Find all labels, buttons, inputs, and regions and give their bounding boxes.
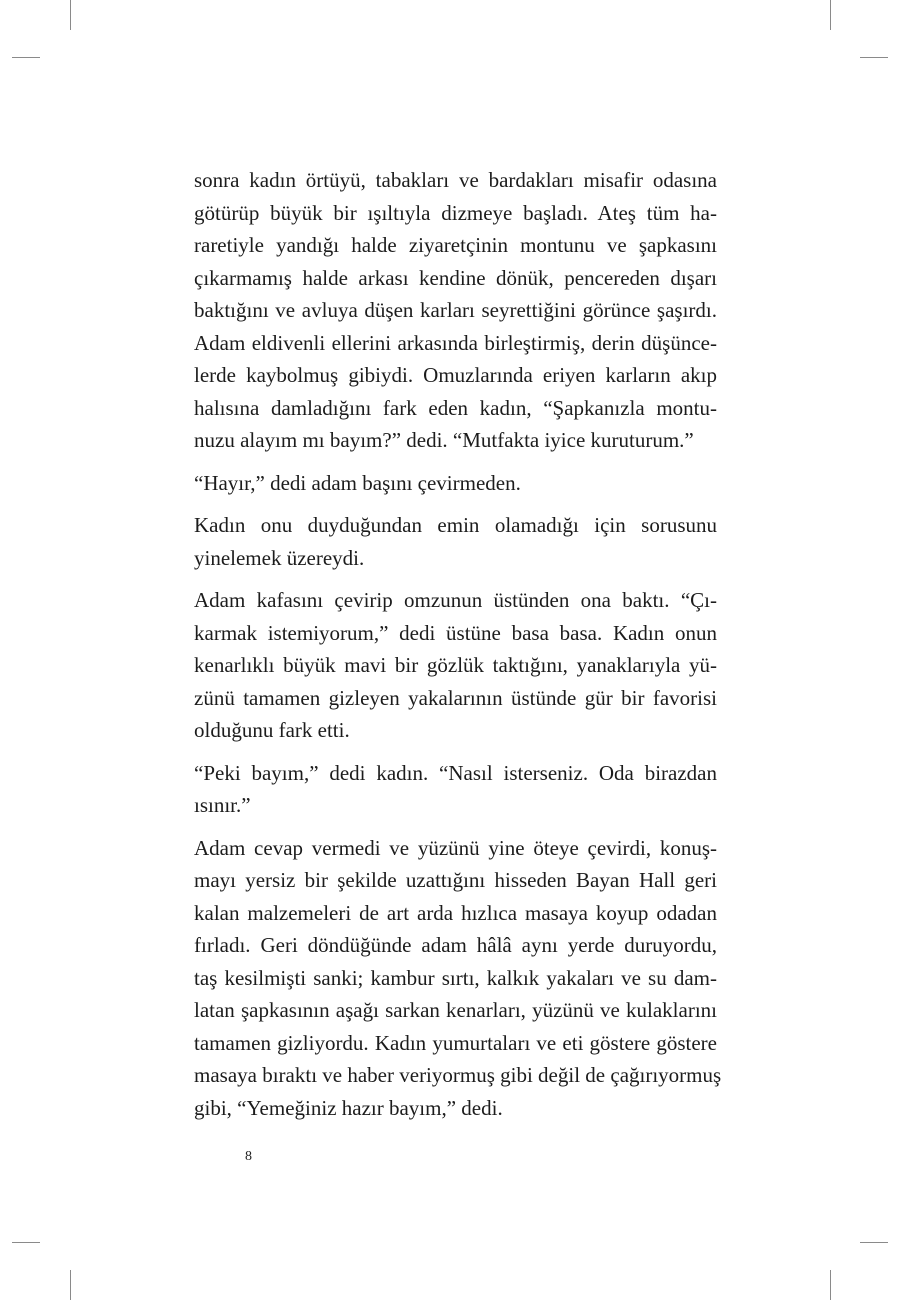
- text-line: zünü tamamen gizleyen yakalarının üstünde gür bir favorisi: [194, 685, 717, 710]
- paragraph-5: [194, 757, 717, 822]
- crop-mark-right-bottom: [860, 1242, 888, 1243]
- text-line: kalan malzemeleri de art arda hızlıca masaya koyup odadan: [194, 900, 717, 925]
- text-line: “Hayır,” dedi adam başını çevirmeden.: [194, 470, 521, 495]
- text-line: Adam cevap vermedi ve yüzünü yine öteye çevirdi, konuş-: [194, 835, 717, 860]
- text-line: fırladı. Geri döndüğünde adam hâlâ aynı yerde duruyordu,: [194, 933, 717, 957]
- text-line: “Peki bayım,” dedi kadın. “Nasıl isterseniz. Oda birazdan: [194, 760, 717, 785]
- text-line: baktığını ve avluya düşen karları seyrettiğini görünce şaşırdı.: [194, 298, 717, 322]
- text-line: götürüp büyük bir ışıltıyla dizmeye başladı. Ateş tüm ha-: [194, 200, 717, 225]
- text-line: çıkarmamış halde arkası kendine dönük, pencereden dışarı: [194, 265, 717, 290]
- text-line: Adam eldivenli ellerini arkasında birleştirmiş, derin düşünce-: [194, 330, 717, 355]
- text-line: tamamen gizliyordu. Kadın yumurtaları ve eti göstere göstere: [194, 1030, 717, 1055]
- text-line: halısına damladığını fark eden kadın, “Şapkanızla montu-: [194, 395, 717, 420]
- text-line: Kadın onu duyduğundan emin olamadığı için sorusunu: [194, 513, 717, 537]
- text-line: kenarlıklı büyük mavi bir gözlük taktığını, yanaklarıyla yü-: [194, 653, 717, 677]
- text-line: sonra kadın örtüyü, tabakları ve bardakları misafir odasına: [194, 168, 717, 192]
- text-line: karmak istemiyorum,” dedi üstüne basa basa. Kadın onun: [194, 620, 717, 645]
- text-line: Adam kafasını çevirip omzunun üstünden ona baktı. “Çı-: [194, 588, 717, 612]
- text-line: olduğunu fark etti.: [194, 718, 350, 742]
- page-number: 8: [245, 1149, 252, 1164]
- text-line: gibi, “Yemeğiniz hazır bayım,” dedi.: [194, 1095, 503, 1120]
- text-line: latan şapkasının aşağı sarkan kenarları, yüzünü ve kulaklarını: [194, 998, 717, 1022]
- paragraph-4: [194, 584, 717, 747]
- crop-mark-left-top: [12, 57, 40, 58]
- body-text: [194, 164, 722, 1134]
- crop-mark-bottom-left: [70, 1270, 71, 1300]
- crop-mark-bottom-right: [830, 1270, 831, 1300]
- crop-mark-right-top: [860, 57, 888, 58]
- text-line: yinelemek üzereydi.: [194, 545, 365, 570]
- text-line: lerde kaybolmuş gibiydi. Omuzlarında eriyen karların akıp: [194, 363, 717, 387]
- crop-mark-left-bottom: [12, 1242, 40, 1243]
- paragraph-3: [194, 509, 717, 574]
- text-line: raretiyle yandığı halde ziyaretçinin montunu ve şapkasını: [194, 233, 717, 257]
- text-line: masaya bıraktı ve haber veriyormuş gibi değil de çağırıyormuş: [194, 1063, 722, 1087]
- text-line: ısınır.”: [194, 793, 251, 817]
- paragraph-6: [194, 832, 722, 1125]
- text-line: mayı yersiz bir şekilde uzattığını hisseden Bayan Hall geri: [194, 868, 717, 892]
- text-line: nuzu alayım mı bayım?” dedi. “Mutfakta iyice kuruturum.”: [194, 428, 694, 452]
- crop-mark-top-right: [830, 0, 831, 30]
- paragraph-2: [194, 467, 717, 500]
- paragraph-1: [194, 164, 717, 457]
- text-line: taş kesilmişti sanki; kambur sırtı, kalkık yakaları ve su dam-: [194, 965, 717, 990]
- crop-mark-top-left: [70, 0, 71, 30]
